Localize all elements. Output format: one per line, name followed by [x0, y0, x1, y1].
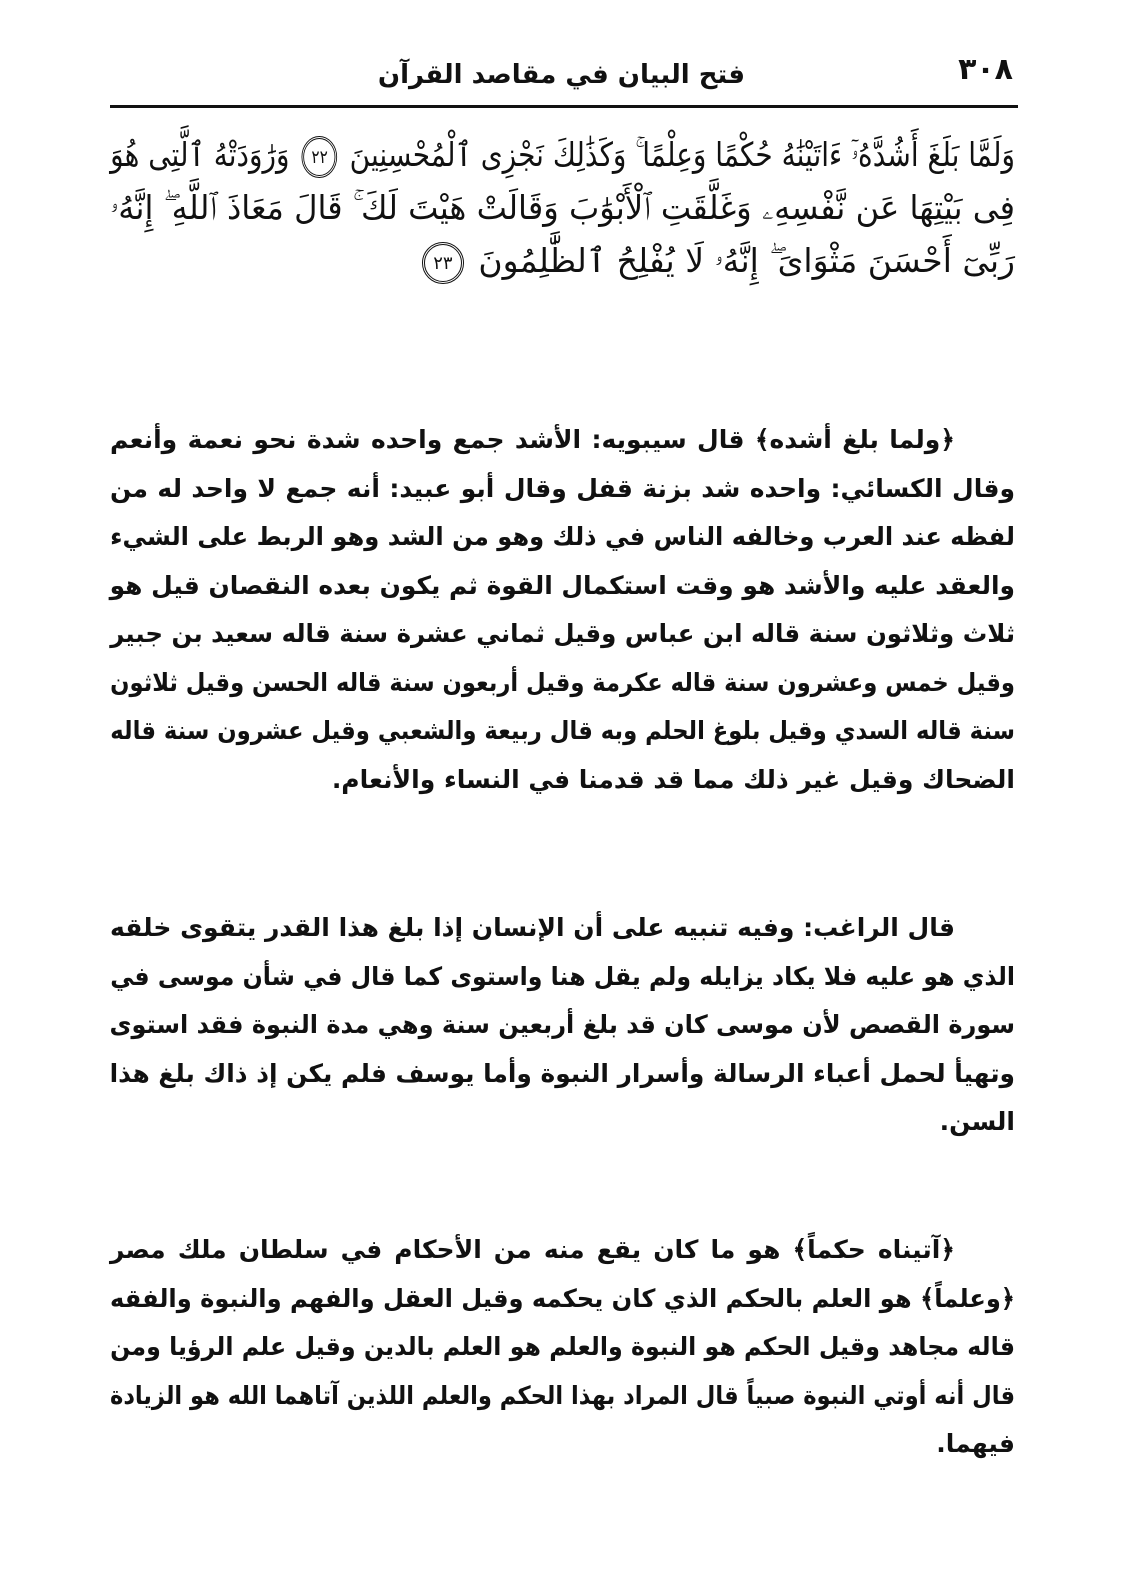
text-line: ﴿ولما بلغ أشده﴾ قال سيبويه: الأشد جمع واحده شدة نحو نعمة وأنعم	[110, 425, 955, 454]
text-line: ﴿وعلماً﴾ هو العلم بالحكم الذي كان يحكمه وقيل العقل والفهم والنبوة والفقه	[109, 1283, 1016, 1313]
quran-verses	[110, 128, 1015, 287]
verse-line	[110, 128, 1015, 181]
text-line: وقيل خمس وعشرون سنة قاله عكرمة وقيل أربعون سنة قاله الحسن وقيل ثلاثون	[110, 667, 1015, 697]
text-line: وتهيأ لحمل أعباء الرسالة وأسرار النبوة وأما يوسف فلم يكن إذ ذاك بلغ هذا	[109, 1058, 1015, 1088]
commentary-paragraph	[110, 904, 1015, 1147]
text-line: السن.	[939, 1107, 1015, 1136]
commentary-paragraph	[110, 416, 1015, 804]
text-line: قال أنه أوتي النبوة صبياً قال المراد بهذا الحكم والعلم اللذين آتاهما الله هو الزيادة	[109, 1380, 1016, 1410]
text-line: سنة قاله السدي وقيل بلوغ الحلم وبه قال ربيعة والشعبي وقيل عشرون سنة قاله	[110, 716, 1015, 745]
text-line: والعقد عليه والأشد هو وقت استكمال القوة ثم يكون بعده النقصان قيل هو	[109, 570, 1016, 600]
text-line: فيهما.	[936, 1429, 1015, 1458]
verse-line: فِى بَيْتِهَا عَن نَّفْسِهِۦ وَغَلَّقَتِ ٱلْأَبْوَٰبَ وَقَالَتْ هَيْتَ لَكَ ۚ قَالَ مَعَاذَ ٱللَّهِ ۖ إِنَّهُۥ	[110, 188, 1016, 227]
running-title: فتح البيان في مقاصد القرآن	[377, 60, 746, 90]
verse-line	[110, 234, 1015, 287]
text-line: قال الراغب: وفيه تنبيه على أن الإنسان إذا بلغ هذا القدر يتقوى خلقه	[110, 913, 955, 942]
text-line: الذي هو عليه فلا يكاد يزايله ولم يقل هنا واستوى كما قال في شأن موسى في	[110, 961, 1015, 991]
text-line: الضحاك وقيل غير ذلك مما قد قدمنا في النساء والأنعام.	[331, 764, 1015, 794]
text-line: ثلاث وثلاثون سنة قاله ابن عباس وقيل ثماني عشرة سنة قاله سعيد بن جبير	[110, 619, 1015, 648]
text-line: لفظه عند العرب وخالفه الناس في ذلك وهو من الشد وهو الربط على الشيء	[110, 522, 1016, 551]
verse-text: وَلَمَّا بَلَغَ أَشُدَّهُۥٓ ءَاتَيْنَٰهُ حُكْمًا وَعِلْمًا ۚ وَكَذَٰلِكَ نَجْزِى ٱلْمُحْسِنِينَ	[349, 135, 1015, 174]
text-line: سورة القصص لأن موسى كان قد بلغ أربعين سنة وهي مدة النبوة فقد استوى	[109, 1010, 1016, 1039]
header-rule	[110, 105, 1018, 108]
page-number: ٣٠٨	[958, 52, 1013, 87]
verse-text: رَبِّىٓ أَحْسَنَ مَثْوَاىَ ۖ إِنَّهُۥ لَا يُفْلِحُ ٱلظَّٰلِمُونَ	[478, 241, 1015, 280]
ayah-number-marker: ٢٢	[302, 136, 338, 178]
text-line: ﴿آتيناه حكماً﴾ هو ما كان يقع منه من الأحكام في سلطان ملك مصر	[110, 1235, 955, 1264]
verse-text: وَرَٰوَدَتْهُ ٱلَّتِى هُوَ	[110, 135, 290, 174]
ayah-number-marker: ٢٣	[422, 242, 464, 284]
commentary-paragraph	[110, 1226, 1015, 1469]
text-line: وقال الكسائي: واحده شد بزنة قفل وقال أبو عبيد: أنه جمع لا واحد له من	[110, 473, 1015, 503]
text-line: قاله مجاهد وقيل الحكم هو النبوة والعلم هو العلم بالدين وقيل علم الرؤيا ومن	[110, 1332, 1015, 1361]
